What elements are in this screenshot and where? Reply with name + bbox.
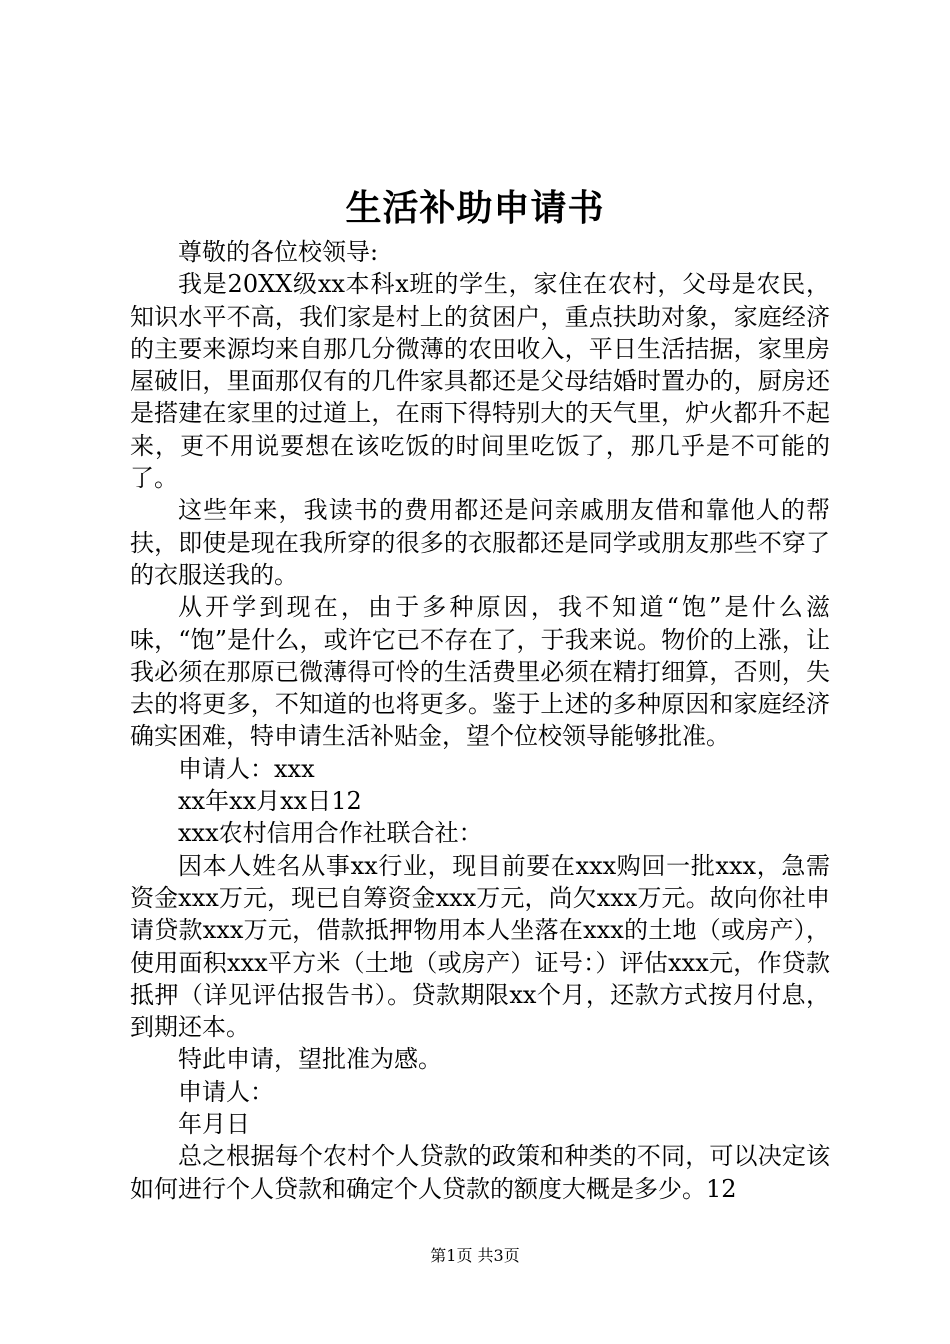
applicant-signature: 申请人：xxx xyxy=(178,754,315,783)
salutation: 尊敬的各位校领导: xyxy=(178,238,379,266)
paragraph-family-background: 我是20XX级xx本科x班的学生，家住在农村，父母是农民，知识水平不高，我们家是村上的贫困户，重点扶助对象，家庭经济的主要来源均来自那几分微薄的农田收入，平日生活拮据，家里房屋破旧，里面那仅有的几件家具都还是父母结婚时置办的，厨房还是搭建在家里的过道上，在雨下得特别大的天气里，炉火都升不起来，更不用说要想在该吃饭的时间里吃饭了，那几乎是不可能的了。 xyxy=(130,270,830,493)
closing-remark: 特此申请，望批准为感。 xyxy=(178,1045,442,1074)
application-date: xx年xx月xx日12 xyxy=(178,787,362,816)
paragraph-request: 从开学到现在，由于多种原因，我不知道“饱”是什么滋味，“饱”是什么，或许它已不存在了，于我来说。物价的上涨，让我必须在那原已微薄得可怜的生活费里必须在精打细算，否则，失去的将更多，不知道的也将更多。鉴于上述的多种原因和家庭经济确实困难，特申请生活补贴金，望个位校领导能够批准。 xyxy=(130,593,830,751)
loan-date: 年月日 xyxy=(178,1110,250,1139)
paragraph-loan-details: 因本人姓名从事xx行业，现目前要在xxx购回一批xxx，急需资金xxx万元，现已自筹资金xxx万元，尚欠xxx万元。故向你社申请贷款xxx万元，借款抵押物用本人坐落在xxx的土地（或房产），使用面积xxx平方米（土地（或房产）证号：）评估xxx元，作贷款抵押（详见评估报告书）。贷款期限xx个月，还款方式按月付息，到期还本。 xyxy=(130,851,830,1042)
paragraph-tuition-support: 这些年来，我读书的费用都还是问亲戚朋友借和靠他人的帮扶，即使是现在我所穿的很多的衣服都还是同学或朋友那些不穿了的衣服送我的。 xyxy=(130,496,830,589)
loan-recipient: xxx农村信用合作社联合社： xyxy=(178,819,483,848)
document-title: 生活补助申请书 xyxy=(345,187,605,229)
page-footer: 第1页 共3页 xyxy=(430,1246,520,1265)
paragraph-summary: 总之根据每个农村个人贷款的政策和种类的不同，可以决定该如何进行个人贷款和确定个人贷款的额度大概是多少。12 xyxy=(130,1142,830,1203)
document-body xyxy=(130,236,830,1205)
loan-applicant-signature: 申请人： xyxy=(178,1077,274,1106)
